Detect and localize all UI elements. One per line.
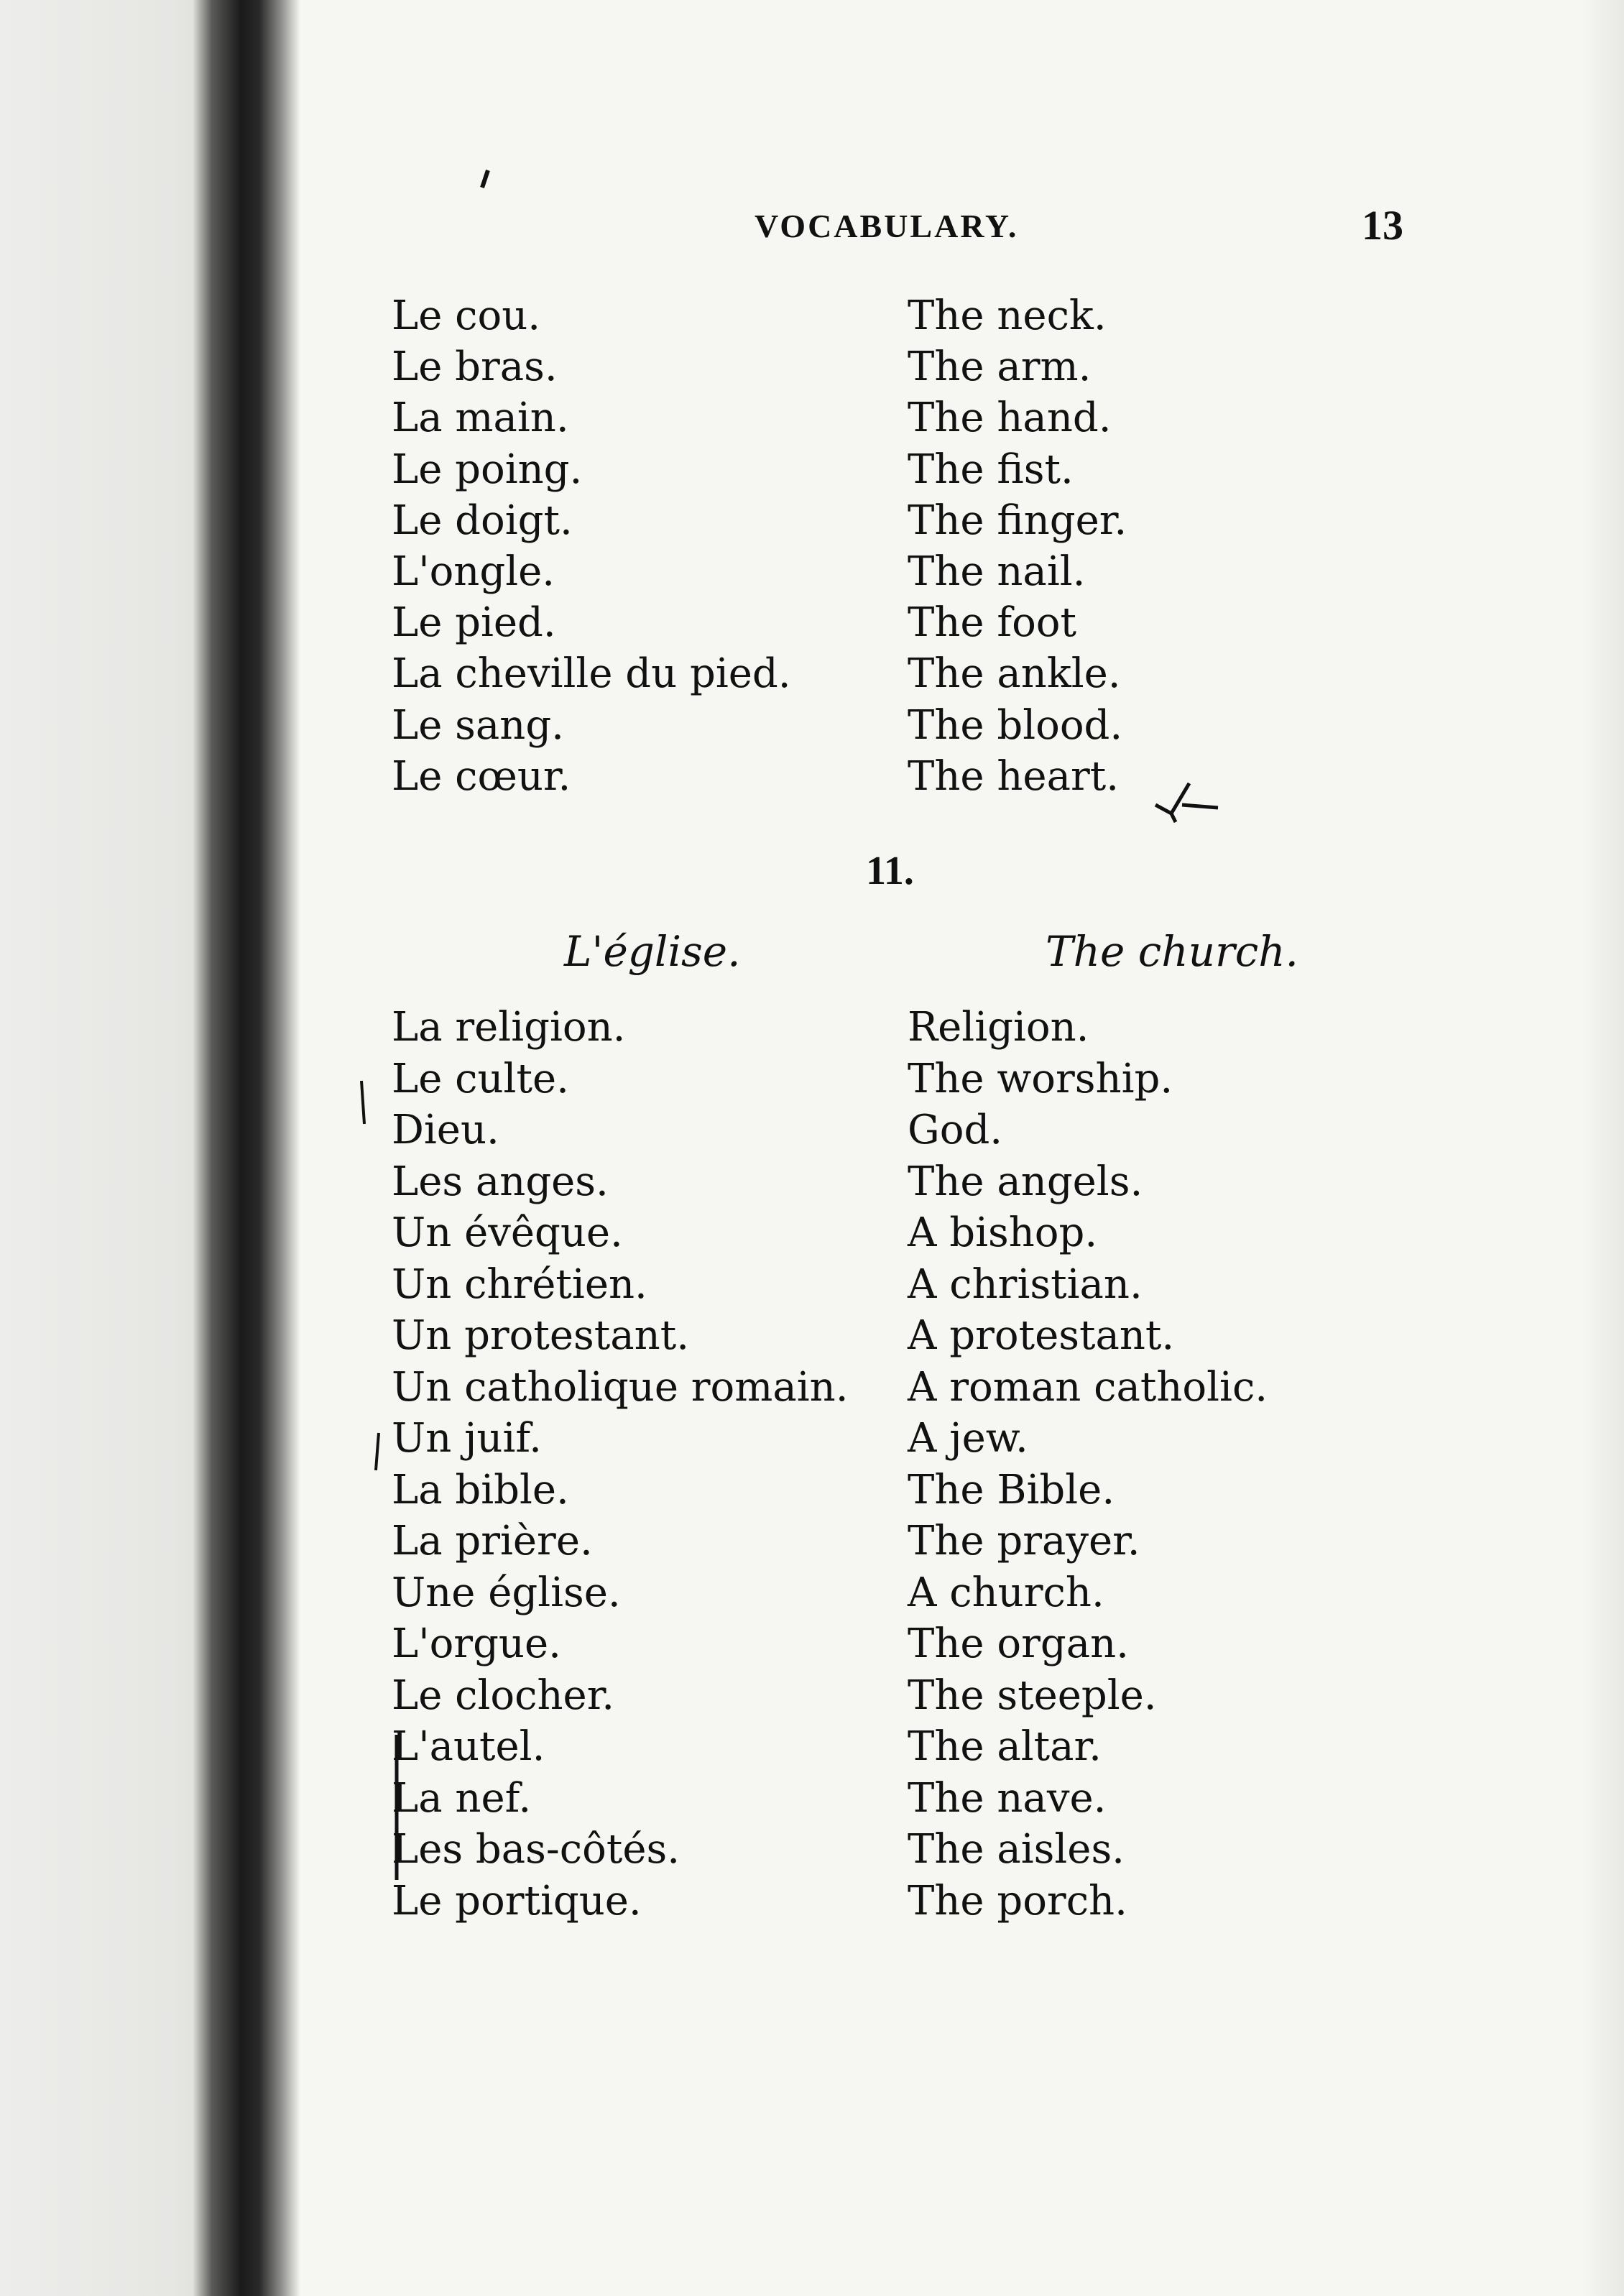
vocab-row xyxy=(392,1465,1326,1516)
english-term: The altar. xyxy=(908,1723,1102,1771)
vocab-row xyxy=(392,444,1326,495)
vocab-row xyxy=(392,546,1326,597)
pencil-check-mark-icon xyxy=(1150,776,1222,826)
vocab-row xyxy=(392,1670,1326,1722)
french-term: La prière. xyxy=(392,1518,593,1565)
margin-stroke-icon xyxy=(356,1078,370,1128)
vocab-row xyxy=(392,1207,1326,1259)
vocab-row xyxy=(392,1876,1326,1927)
english-term: The nail. xyxy=(908,548,1086,596)
vocab-row xyxy=(392,392,1326,443)
vocab-row xyxy=(392,1824,1326,1876)
english-term: Religion. xyxy=(908,1004,1089,1051)
french-term: Un protestant. xyxy=(392,1312,690,1360)
vocab-row xyxy=(392,1721,1326,1773)
french-term: Le pied. xyxy=(392,599,556,647)
french-term: Les anges. xyxy=(392,1158,609,1205)
vocab-row xyxy=(392,1002,1326,1054)
french-term: Le poing. xyxy=(392,446,583,493)
vocabulary-list-church xyxy=(392,1002,1326,1927)
page-number: 13 xyxy=(1362,202,1403,249)
french-term: Le bras. xyxy=(392,344,558,391)
french-term: La religion. xyxy=(392,1004,626,1051)
english-term: The heart. xyxy=(908,752,1120,800)
vocab-row xyxy=(392,1773,1326,1825)
page-edge-shadow xyxy=(1581,0,1624,2296)
english-term: The angels. xyxy=(908,1158,1143,1205)
english-term: The aisles. xyxy=(908,1826,1125,1873)
french-term: Dieu. xyxy=(392,1107,499,1154)
english-term: God. xyxy=(908,1107,1003,1154)
vocab-row xyxy=(392,1259,1326,1311)
heading-french: L'église. xyxy=(564,927,741,976)
vocab-row xyxy=(392,1054,1326,1105)
book-gutter-shadow xyxy=(193,0,300,2296)
french-term: Le clocher. xyxy=(392,1672,615,1719)
running-title: VOCABULARY. xyxy=(755,208,1019,244)
english-term: The foot xyxy=(908,599,1077,647)
french-term: Le sang. xyxy=(392,701,564,749)
french-term: Le portique. xyxy=(392,1877,642,1924)
french-term: Le cou. xyxy=(392,292,541,340)
french-term: Le doigt. xyxy=(392,497,573,544)
french-term: Le culte. xyxy=(392,1055,569,1102)
vocab-row xyxy=(392,1567,1326,1619)
english-term: The worship. xyxy=(908,1055,1173,1102)
english-term: The hand. xyxy=(908,395,1112,442)
french-term: Le cœur. xyxy=(392,752,571,800)
english-term: The Bible. xyxy=(908,1466,1115,1513)
vocab-row xyxy=(392,1413,1326,1465)
vocab-row xyxy=(392,700,1326,751)
english-term: The arm. xyxy=(908,344,1092,391)
english-term: The nave. xyxy=(908,1774,1107,1822)
french-term: La bible. xyxy=(392,1466,569,1513)
margin-stroke-icon xyxy=(370,1430,384,1473)
french-term: L'ongle. xyxy=(392,548,555,596)
vocab-row xyxy=(392,1362,1326,1414)
vocab-row xyxy=(392,341,1326,392)
vocab-row xyxy=(392,648,1326,699)
french-term: Une église. xyxy=(392,1569,621,1616)
vocabulary-list-body-parts xyxy=(392,290,1326,802)
french-term: La main. xyxy=(392,395,569,442)
page-header xyxy=(0,201,1624,259)
english-term: The prayer. xyxy=(908,1518,1140,1565)
english-term: The porch. xyxy=(908,1877,1127,1924)
heading-english: The church. xyxy=(1046,927,1298,976)
margin-bracket-icon xyxy=(392,1732,402,1883)
french-term: Un évêque. xyxy=(392,1209,623,1257)
english-term: The fist. xyxy=(908,446,1074,493)
english-term: The organ. xyxy=(908,1620,1129,1668)
english-term: The blood. xyxy=(908,701,1123,749)
english-term: A protestant. xyxy=(908,1312,1175,1360)
english-term: A bishop. xyxy=(908,1209,1098,1257)
vocab-row xyxy=(392,597,1326,648)
french-term: Un juif. xyxy=(392,1415,542,1462)
french-term: L'orgue. xyxy=(392,1620,561,1668)
english-term: The ankle. xyxy=(908,650,1121,698)
vocab-row xyxy=(392,1618,1326,1670)
vocab-row xyxy=(392,1105,1326,1156)
french-term: La cheville du pied. xyxy=(392,650,791,698)
vocab-row xyxy=(392,1516,1326,1567)
english-term: A roman catholic. xyxy=(908,1363,1268,1411)
english-term: A christian. xyxy=(908,1260,1143,1308)
english-term: The steeple. xyxy=(908,1672,1157,1719)
section-heading xyxy=(392,927,1326,977)
french-term: L'autel. xyxy=(392,1723,545,1771)
french-term: Un catholique romain. xyxy=(392,1363,849,1411)
vocab-row xyxy=(392,1310,1326,1362)
english-term: The neck. xyxy=(908,292,1107,340)
section-number: 11. xyxy=(866,849,914,893)
ink-speck-icon xyxy=(478,169,492,190)
english-term: A jew. xyxy=(908,1415,1028,1462)
french-term: La nef. xyxy=(392,1774,532,1822)
english-term: The finger. xyxy=(908,497,1127,544)
vocab-row xyxy=(392,1156,1326,1208)
french-term: Les bas-côtés. xyxy=(392,1826,680,1873)
french-term: Un chrétien. xyxy=(392,1260,647,1308)
vocab-row xyxy=(392,290,1326,341)
english-term: A church. xyxy=(908,1569,1104,1616)
vocab-row xyxy=(392,495,1326,546)
